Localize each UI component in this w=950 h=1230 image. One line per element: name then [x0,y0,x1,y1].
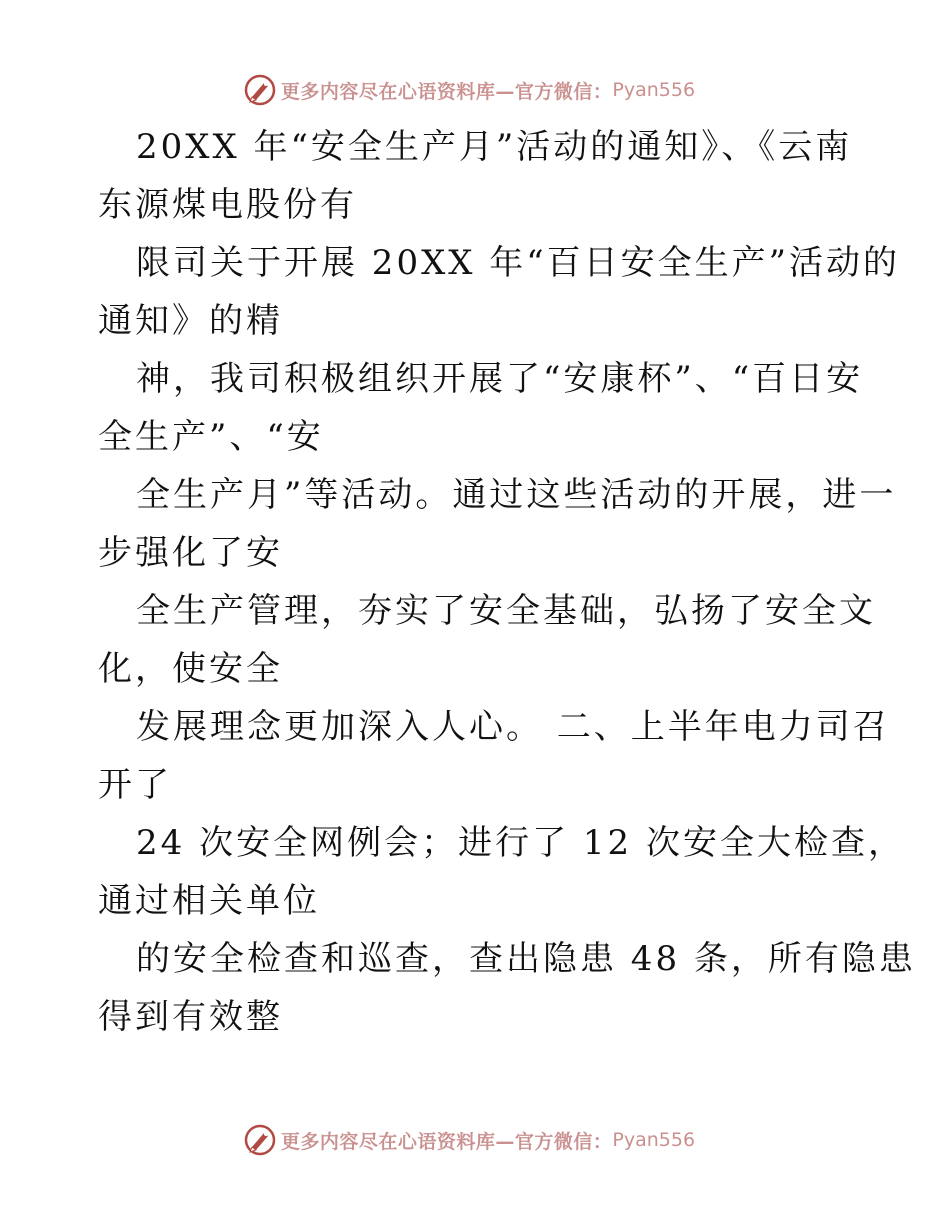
header-banner-content [243,73,695,107]
body-line: 发展理念更加深入人心。 二、上半年电力司召 [136,707,890,747]
body-line: 全生产”、“安 [98,417,324,457]
body-line: 限司关于开展 20XX 年“百日安全生产”活动的 [136,243,901,283]
body-line: 通知》的精 [98,301,283,341]
document-body [98,118,916,1046]
footer-wechat-id: Pyan556 [612,1129,696,1151]
body-line: 神，我司积极组织开展了“安康杯”、“百日安 [136,359,864,399]
body-line: 24 次安全网例会；进行了 12 次安全大检查， [136,823,905,863]
header-banner-text: 更多内容尽在心语资料库—官方微信： [280,80,613,103]
body-line: 步强化了安 [98,533,283,573]
body-line: 东源煤电股份有 [98,185,357,225]
header-banner [0,70,950,110]
pen-logo-icon [243,1123,277,1157]
body-line: 得到有效整 [98,997,283,1037]
body-line: 化，使安全 [98,649,283,689]
body-line: 全生产管理，夯实了安全基础，弘扬了安全文 [136,591,876,631]
body-line: 通过相关单位 [98,881,320,921]
footer-banner-text: 更多内容尽在心语资料库—官方微信： [280,1130,613,1153]
footer-banner [0,1120,950,1160]
footer-banner-content [243,1123,695,1157]
body-line: 20XX 年“安全生产月”活动的通知》、《云南 [136,127,853,167]
header-wechat-id: Pyan556 [612,79,696,101]
body-line: 的安全检查和巡查，查出隐患 48 条，所有隐患 [136,939,916,979]
pen-logo-icon [243,73,277,107]
body-line: 全生产月”等活动。通过这些活动的开展，进一 [136,475,897,515]
body-line: 开了 [98,765,172,805]
